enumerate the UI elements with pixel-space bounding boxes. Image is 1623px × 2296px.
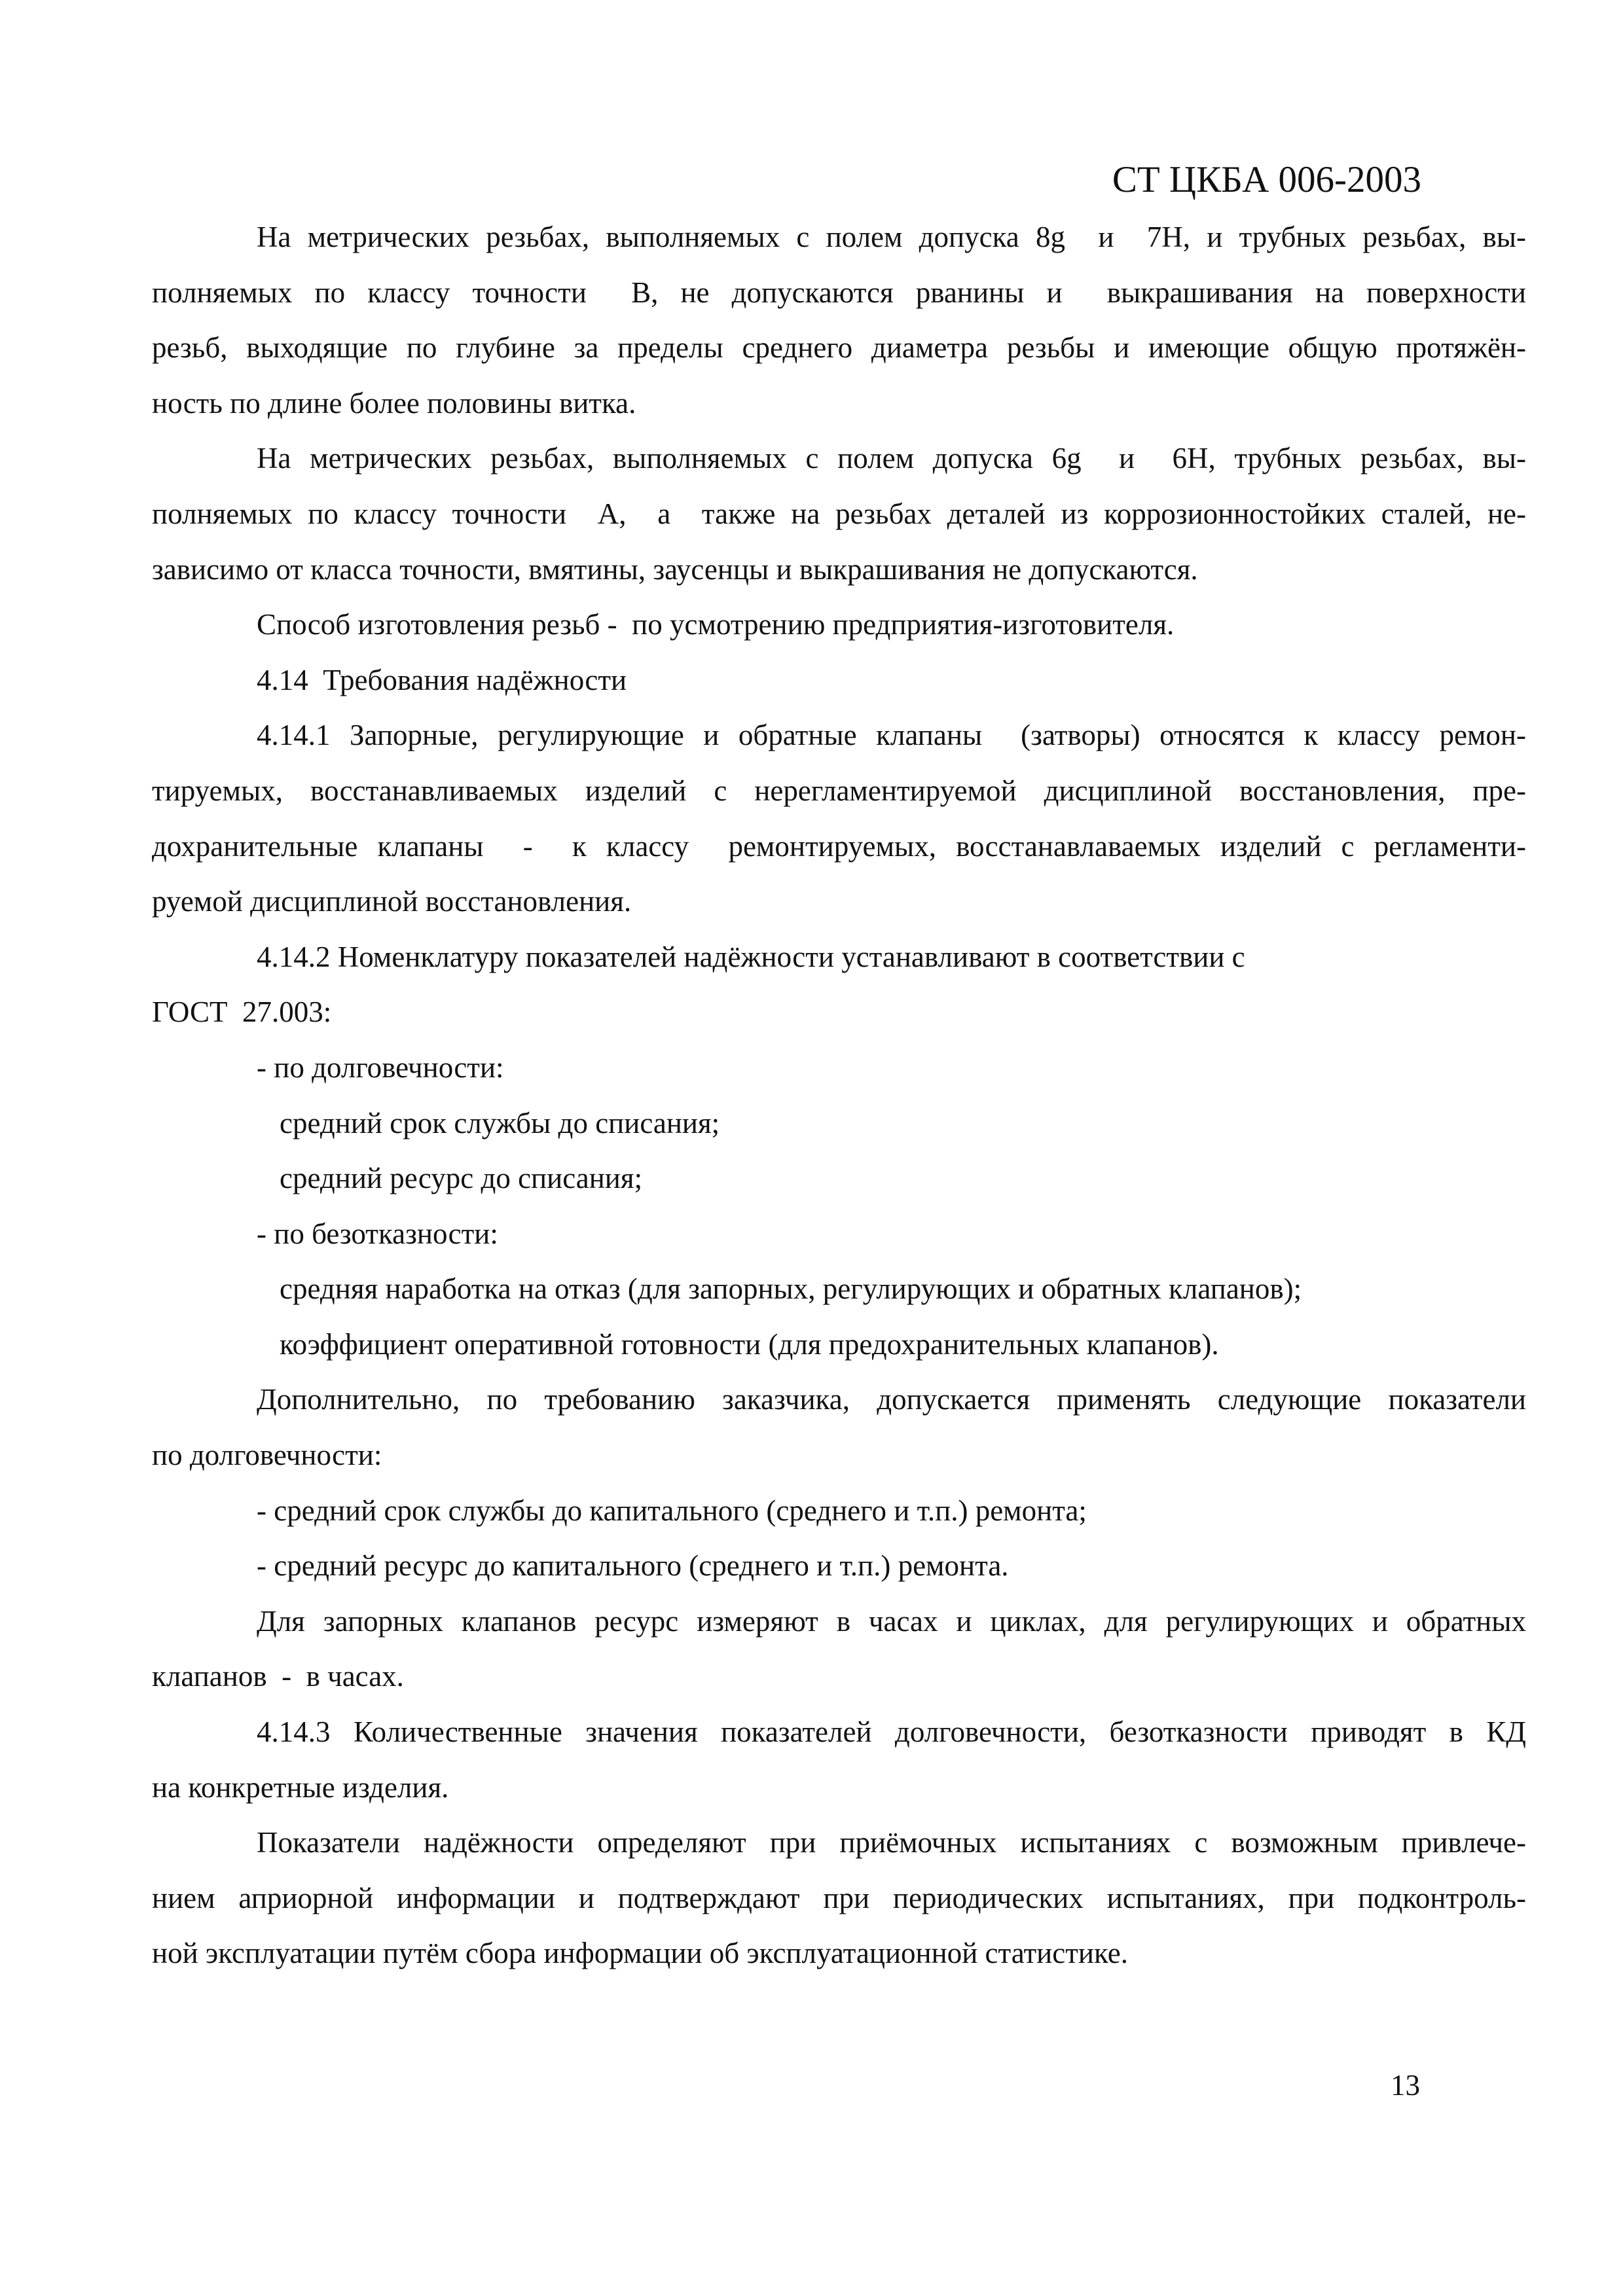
list-subitem: средняя наработка на отказ (для запорных, регулирующих и обратных клапанов); (280, 1272, 1302, 1306)
text-line: клапанов - в часах. (152, 1660, 404, 1693)
list-subitem: средний ресурс до списания; (280, 1162, 643, 1195)
text-line: ГОСТ 27.003: (152, 996, 332, 1029)
section-heading: 4.14 Требования надёжности (257, 663, 627, 696)
text-line: руемой дисциплиной восстановления. (152, 885, 632, 918)
list-item: - средний срок службы до капитального (среднего и т.п.) ремонта; (257, 1494, 1087, 1527)
text-line: дохранительные клапаны - к классу ремонтируемых, восстанавлаваемых изделий с регламенти- (152, 829, 1526, 863)
text-line: 4.14.2 Номенклатуру показателей надёжности устанавливают в соответствии с (257, 940, 1245, 973)
text-line: 4.14.1 Запорные, регулирующие и обратные клапаны (затворы) относятся к классу ремон- (257, 719, 1526, 752)
text-line: Показатели надёжности определяют при приёмочных испытаниях с возможным привлече- (257, 1826, 1526, 1859)
text-line: Дополнительно, по требованию заказчика, допускается применять следующие показатели (257, 1383, 1526, 1416)
text-line: Способ изготовления резьб - по усмотрению предприятия-изготовителя. (257, 608, 1175, 641)
body-text (152, 209, 1526, 1981)
text-line: На метрических резьбах, выполняемых с полем допуска 6g и 6Н, трубных резьбах, вы- (257, 442, 1526, 475)
text-line: нием априорной информации и подтверждают при периодических испытаниях, при подконтроль- (152, 1881, 1526, 1914)
list-subitem: коэффициент оперативной готовности (для предохранительных клапанов). (280, 1327, 1219, 1361)
list-subitem: средний срок службы до списания; (280, 1106, 720, 1139)
text-line: полняемых по классу точности В, не допускаются рванины и выкрашивания на поверхности (152, 276, 1526, 309)
text-line: На метрических резьбах, выполняемых с полем допуска 8g и 7Н, и трубных резьбах, вы- (257, 221, 1526, 253)
text-line: Для запорных клапанов ресурс измеряют в часах и циклах, для регулирующих и обратных (257, 1604, 1526, 1638)
text-line: резьб, выходящие по глубине за пределы среднего диаметра резьбы и имеющие общую протяжён- (152, 331, 1526, 365)
list-item: - средний ресурс до капитального (среднего и т.п.) ремонта. (257, 1549, 1009, 1583)
text-line: полняемых по классу точности А, а также на резьбах деталей из коррозионностойких сталей, не- (152, 497, 1526, 530)
text-line: зависимо от класса точности, вмятины, заусенцы и выкрашивания не допускаются. (152, 552, 1198, 586)
document-code-header: СТ ЦКБА 006-2003 (1112, 159, 1421, 200)
text-line: по долговечности: (152, 1439, 382, 1472)
page-number: 13 (1391, 2069, 1420, 2102)
text-line: на конкретные изделия. (152, 1770, 449, 1804)
text-line: ность по длине более половины витка. (152, 386, 636, 420)
text-line: ной эксплуатации путём сбора информации об эксплуатационной статистике. (152, 1937, 1128, 1970)
text-line: 4.14.3 Количественные значения показателей долговечности, безотказности приводят в КД (257, 1715, 1526, 1749)
text-line: тируемых, восстанавливаемых изделий с нерегламентируемой дисциплиной восстановления, пре- (152, 774, 1526, 807)
list-item: - по безотказности: (257, 1217, 498, 1250)
list-item: - по долговечности: (257, 1050, 504, 1084)
